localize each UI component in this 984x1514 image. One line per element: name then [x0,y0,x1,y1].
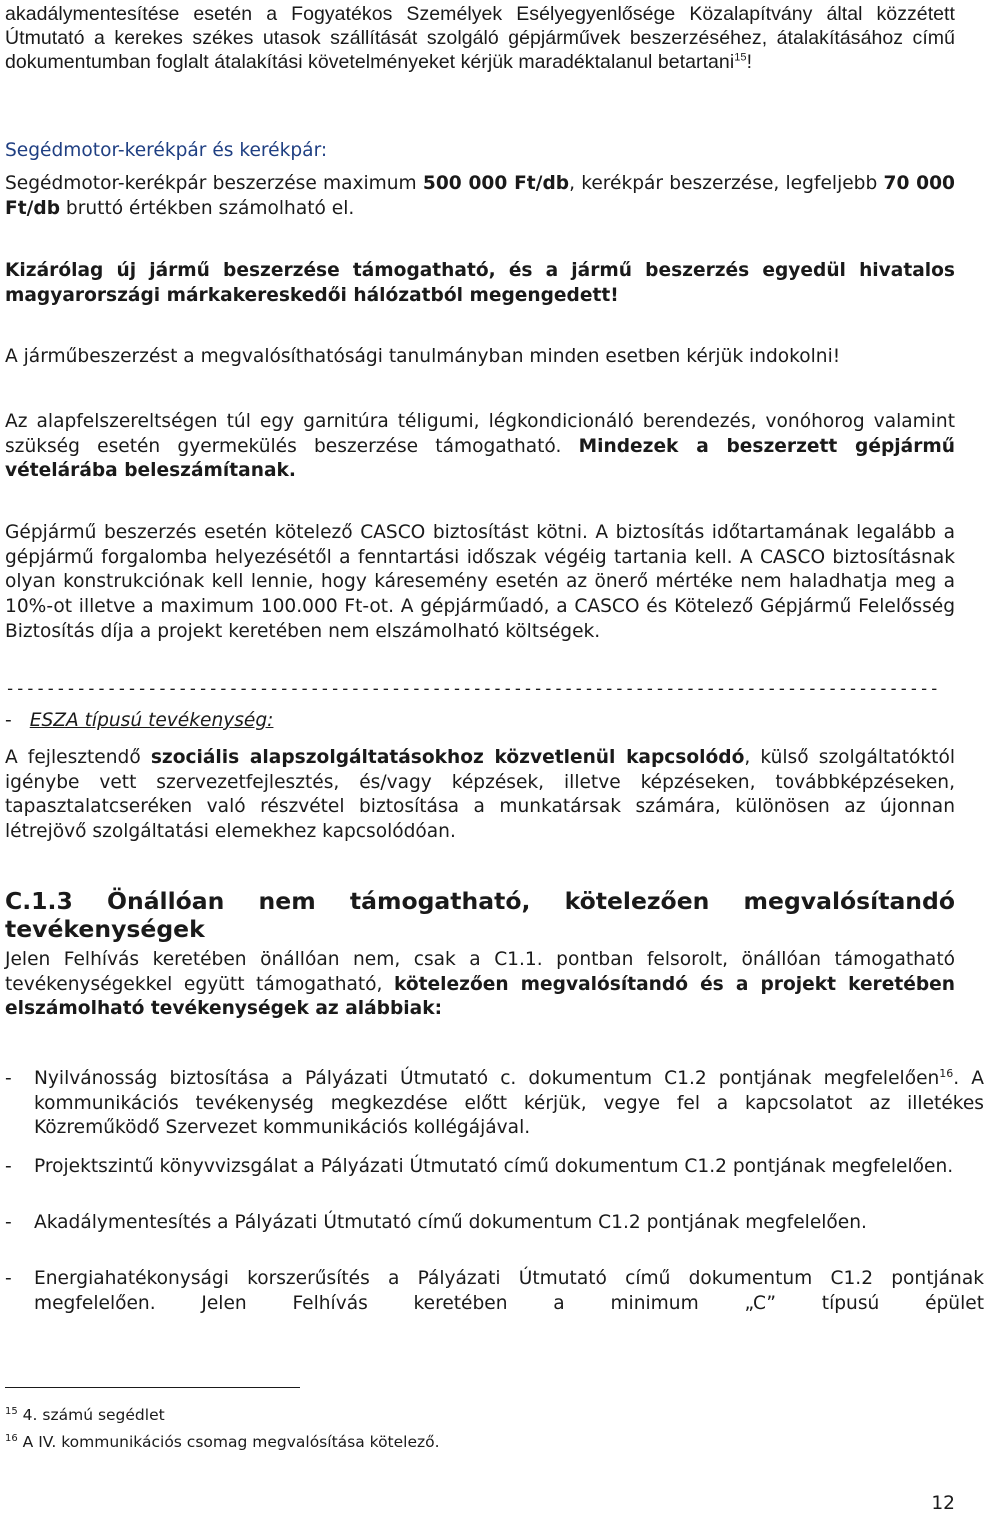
moped-paragraph [5,172,955,221]
dashed-separator: -------------------------------------------------------------------------------------------- [5,679,940,699]
development-paragraph [5,746,955,845]
list-item [5,1067,984,1141]
section-heading [5,887,955,943]
esza-label: ESZA típusú tevékenység: [29,710,274,731]
list-item-text-2: . A kommunikációs tevékenység megkezdése előtt kérjük, vegye fel a kapcsolatot az illetékes Közreműködő Szervezet kommunikációs kollégájával. [34,1068,984,1139]
section-title: Önállóan nem támogatható, kötelezően megvalósítandó tevékenységek [5,887,955,943]
esza-dash: - [5,710,12,731]
section-intro-text: Jelen Felhívás keretében önállóan nem, csak a C1.1. pontban felsorolt, önállóan támogatható tevékenységekkel együtt támogatható, [5,949,955,995]
section-intro-paragraph [5,948,955,1022]
equipment-text: Az alapfelszereltségen túl egy garnitúra téligumi, légkondicionáló berendezés, vonóhorog valamint szükség esetén gyermekülés beszerzése támogatható. [5,411,955,457]
list-item [5,1211,984,1236]
list-item-text-1: Nyilvánosság biztosítása a Pályázati Útmutató c. dokumentum C1.2 pontjának megfelelően [34,1068,940,1089]
moped-heading-text: Segédmotor-kerékpár és kerékpár: [5,140,328,161]
equipment-paragraph [5,410,955,484]
intro-text: akadálymentesítése esetén a Fogyatékos Személyek Esélyegyenlősége Közalapítvány által közzétett Útmutató a kerekes székes utasok szállítását szolgáló gépjárművek beszerzéséhez, átalakításához című dokumentumban foglalt átalakítási követelményeket kérjük maradéktalanul betartani [5,3,955,73]
list-dash: - [5,1212,12,1233]
list-item [5,1155,984,1180]
footnote-15 [5,1406,165,1424]
footnote-text: 4. számú segédlet [22,1406,165,1424]
esza-line [5,709,955,734]
footnote-ref-16: 16 [939,1066,954,1080]
footnote-ref-15: 15 [734,51,747,64]
moped-text-2: , kerékpár beszerzése, legfeljebb [569,173,884,194]
intro-paragraph [5,3,955,74]
equipment-bold: Mindezek a beszerzett gépjármű vételárába beleszámítanak. [5,435,955,482]
development-text-2: , külső szolgáltatóktól igénybe vett szervezetfejlesztés, és/vagy képzések, illetve képzéseken, továbbképzéseken, tapasztalatcseréken való részvétel biztosítása a munkatársak számára, különösen az újonnan létrejövő szolgáltatási elemekhez kapcsolódóan. [5,747,955,843]
list-item-text: Energiahatékonysági korszerűsítés a Pályázati Útmutató című dokumentum C1.2 pontjának megfelelően. Jelen Felhívás keretében a minimum „C” típusú épület [34,1268,984,1314]
list-dash: - [5,1156,12,1177]
list-item-text [34,1067,984,1141]
intro-end: ! [746,50,753,73]
development-text-1: A fejlesztendő [5,747,151,768]
section-intro-bold: kötelezően megvalósítandó és a projekt keretében elszámolható tevékenységek az alábbiak: [5,973,955,1020]
footnote-16 [5,1433,440,1451]
list-dash: - [5,1268,12,1289]
list-dash: - [5,1068,12,1089]
moped-amount-2: 70 000 Ft/db [5,173,955,219]
page-number: 12 [931,1493,955,1514]
list-item-text: Akadálymentesítés a Pályázati Útmutató című dokumentum C1.2 pontjának megfelelően. [34,1212,867,1233]
moped-text-3: bruttó értékben számolható el. [60,197,355,219]
development-bold: szociális alapszolgáltatásokhoz közvetlenül kapcsolódó [150,747,745,768]
footnote-rule [5,1387,300,1388]
moped-text-1: Segédmotor-kerékpár beszerzése maximum [5,173,423,194]
new-vehicle-notice: Kizárólag új jármű beszerzése támogatható, és a jármű beszerzés egyedül hivatalos magyarországi márkakereskedői hálózatból megengedett! [5,260,955,306]
moped-heading [5,139,955,164]
list-item [5,1267,984,1316]
casco-paragraph: Gépjármű beszerzés esetén kötelező CASCO biztosítást kötni. A biztosítás időtartamának legalább a gépjármű forgalomba helyezésétől a fenntartási időszak végéig tartania kell. A CASCO biztosításnak olyan konstrukciónak kell lennie, hogy káresemény esetén az önerő mértéke nem haladhatja meg a 10%-ot illetve a maximum 100.000 Ft-ot. A gépjárműadó, a CASCO és Kötelező Gépjármű Felelősség Biztosítás díja a projekt keretében nem elszámolható költségek. [5,522,955,642]
section-number: C.1.3 [5,887,73,915]
moped-amount-1: 500 000 Ft/db [422,173,570,194]
justification-notice: A járműbeszerzést a megvalósíthatósági tanulmányban minden esetben kérjük indokolni! [5,346,841,367]
footnote-marker: 15 [5,1405,18,1417]
list-item-text: Projektszintű könyvvizsgálat a Pályázati Útmutató című dokumentum C1.2 pontjának megfelelően. [34,1156,954,1177]
footnote-text: A IV. kommunikációs csomag megvalósítása kötelező. [22,1433,440,1451]
footnote-marker: 16 [5,1432,18,1444]
